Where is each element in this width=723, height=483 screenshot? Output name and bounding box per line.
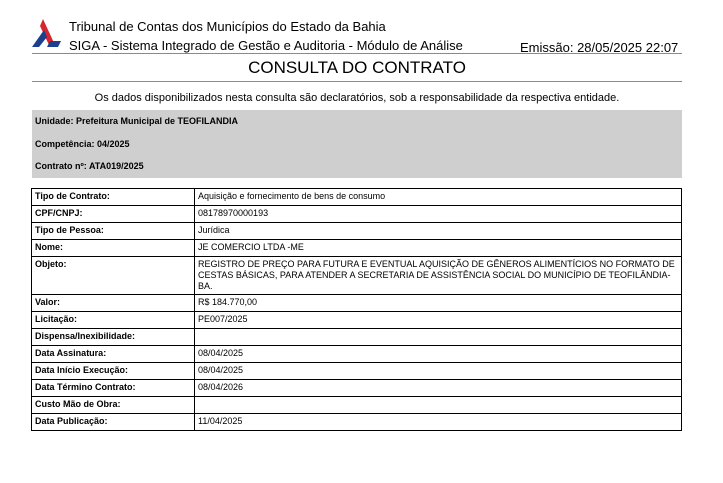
table-row — [32, 329, 682, 346]
table-row — [32, 414, 682, 431]
row-value: 08/04/2025 — [195, 363, 682, 380]
row-value: 08/04/2025 — [195, 346, 682, 363]
table-row — [32, 240, 682, 257]
table-row — [32, 312, 682, 329]
org-name: Tribunal de Contas dos Municípios do Estado da Bahia — [69, 19, 386, 34]
row-value: 11/04/2025 — [195, 414, 682, 431]
emission-date: Emissão: 28/05/2025 22:07 — [520, 40, 679, 55]
row-value: 08178970000193 — [195, 206, 682, 223]
row-value: REGISTRO DE PREÇO PARA FUTURA E EVENTUAL AQUISIÇÃO DE GÊNEROS ALIMENTÍCIOS NO FORMATO DE CESTAS BÁSICAS, PARA ATENDER A SECRETARIA DE ASSISTÊNCIA SOCIAL DO MUNICÍPIO DE TEOFILÂNDIA-BA. — [195, 257, 682, 295]
table-row — [32, 206, 682, 223]
row-label: Data Assinatura: — [32, 346, 195, 363]
unidade-label: Unidade: Prefeitura Municipal de TEOFILANDIA — [35, 116, 239, 126]
row-label: Objeto: — [32, 257, 195, 295]
table-row — [32, 380, 682, 397]
competencia-label: Competência: 04/2025 — [35, 139, 130, 149]
contract-details-table — [31, 188, 682, 431]
row-label: Data Início Execução: — [32, 363, 195, 380]
row-value: 08/04/2026 — [195, 380, 682, 397]
system-name: SIGA - Sistema Integrado de Gestão e Auditoria - Módulo de Análise — [69, 38, 463, 53]
table-row — [32, 223, 682, 240]
row-value: R$ 184.770,00 — [195, 295, 682, 312]
row-label: Custo Mão de Obra: — [32, 397, 195, 414]
row-label: CPF/CNPJ: — [32, 206, 195, 223]
row-value: JE COMERCIO LTDA -ME — [195, 240, 682, 257]
row-label: Licitação: — [32, 312, 195, 329]
row-value: Jurídica — [195, 223, 682, 240]
table-row — [32, 257, 682, 295]
row-value: Aquisição e fornecimento de bens de consumo — [195, 189, 682, 206]
table-row — [32, 295, 682, 312]
row-value — [195, 329, 682, 346]
row-value — [195, 397, 682, 414]
summary-box — [32, 110, 682, 178]
tcm-logo-icon — [30, 17, 62, 49]
row-label: Dispensa/Inexibilidade: — [32, 329, 195, 346]
row-label: Valor: — [32, 295, 195, 312]
disclaimer-text: Os dados disponibilizados nesta consulta são declaratórios, sob a responsabilidade da respectiva entidade. — [94, 92, 620, 104]
page-title: CONSULTA DO CONTRATO — [32, 53, 682, 82]
row-label: Data Publicação: — [32, 414, 195, 431]
row-label: Data Término Contrato: — [32, 380, 195, 397]
contrato-label: Contrato nº: ATA019/2025 — [35, 161, 144, 171]
row-label: Nome: — [32, 240, 195, 257]
table-row — [32, 189, 682, 206]
row-value: PE007/2025 — [195, 312, 682, 329]
table-row — [32, 346, 682, 363]
row-label: Tipo de Pessoa: — [32, 223, 195, 240]
table-row — [32, 397, 682, 414]
row-label: Tipo de Contrato: — [32, 189, 195, 206]
table-row — [32, 363, 682, 380]
